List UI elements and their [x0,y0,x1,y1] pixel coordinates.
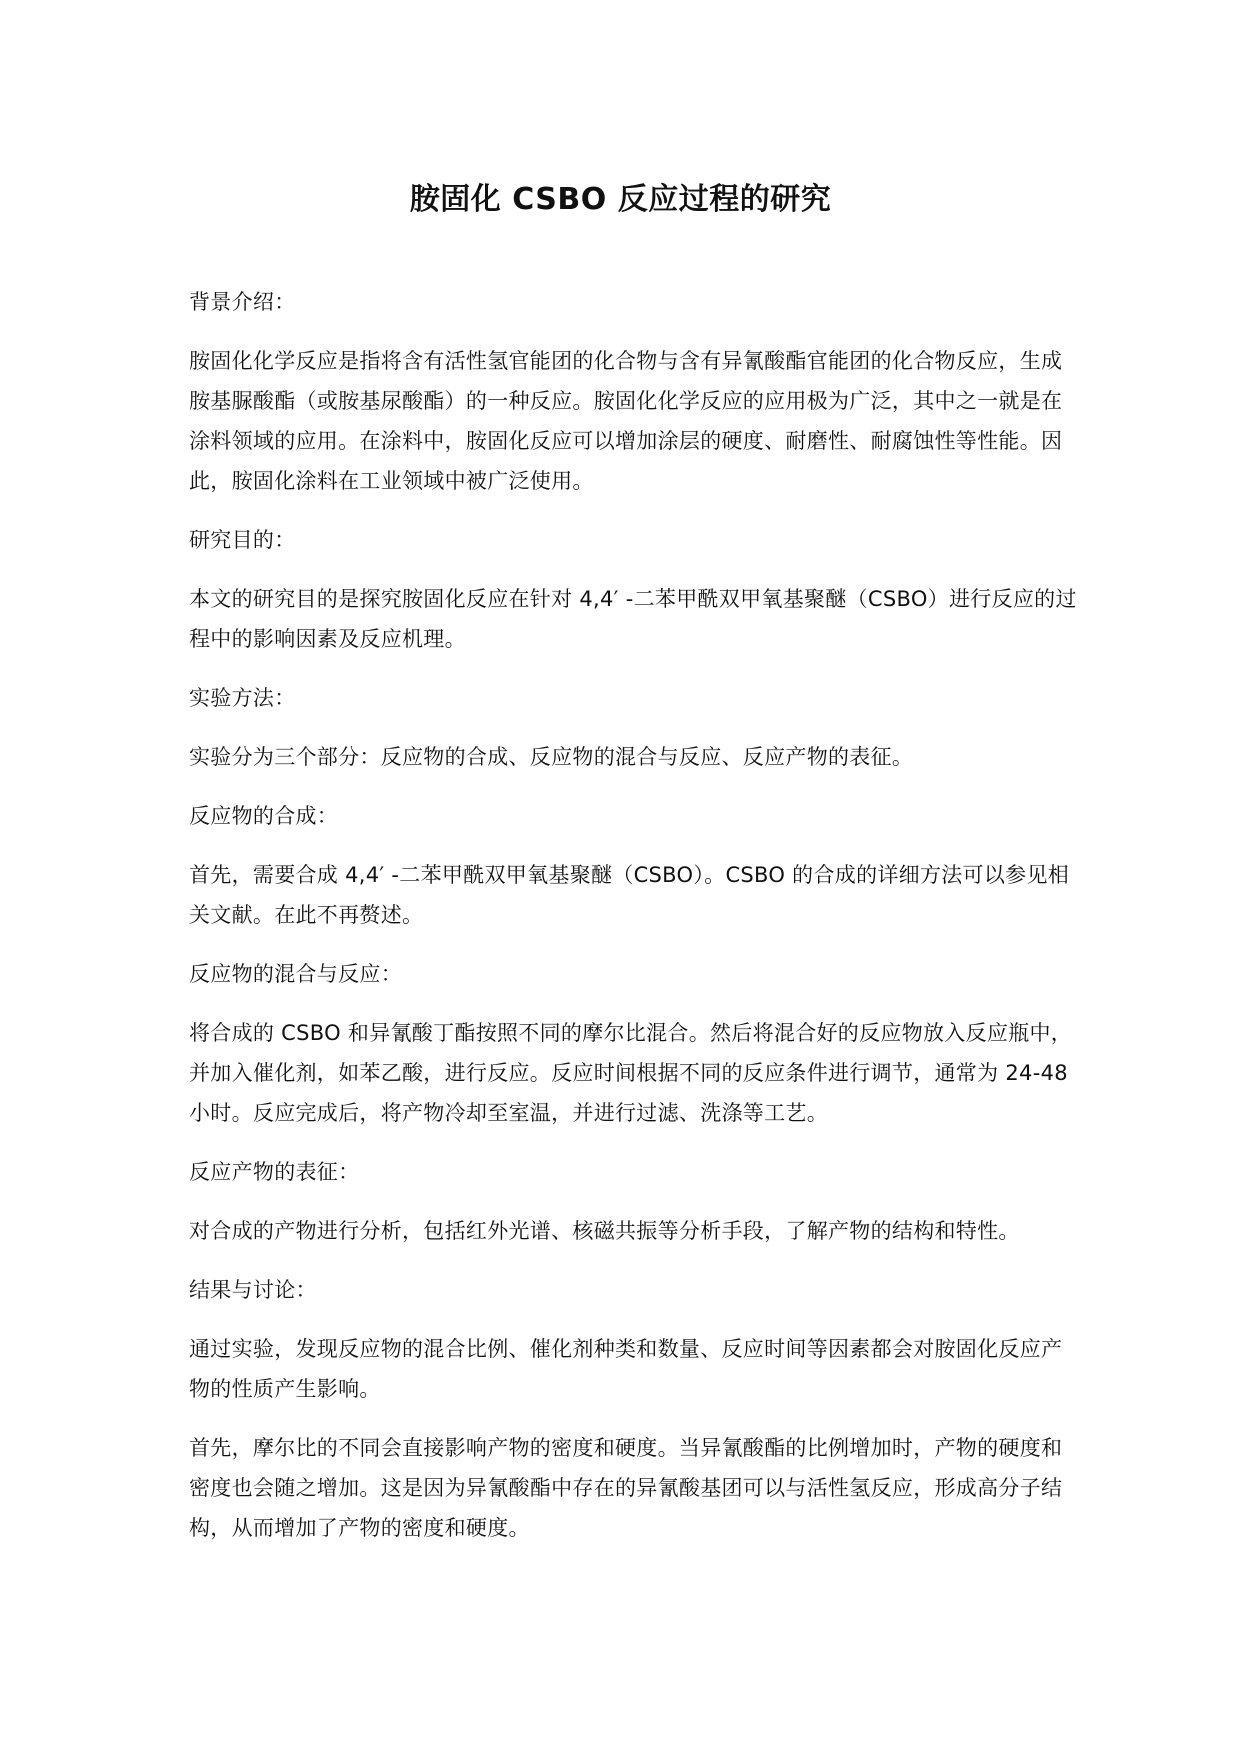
paragraph-results-1: 通过实验，发现反应物的混合比例、催化剂种类和数量、反应时间等因素都会对胺固化反应产物的性质产生影响。 [189,1337,1063,1401]
paragraph-characterization: 对合成的产物进行分析，包括红外光谱、核磁共振等分析手段，了解产物的结构和特性。 [189,1219,1020,1243]
heading-purpose: 研究目的： [189,528,296,552]
paragraph-background: 胺固化化学反应是指将含有活性氢官能团的化合物与含有异氰酸酯官能团的化合物反应，生成胺基脲酸酯（或胺基尿酸酯）的一种反应。胺固化化学反应的应用极为广泛，其中之一就是在涂料领域的应用。在涂料中，胺固化反应可以增加涂层的硬度、耐磨性、耐腐蚀性等性能。因此，胺固化涂料在工业领域中被广泛使用。 [189,349,1063,493]
heading-background: 背景介绍： [189,290,296,314]
heading-results: 结果与讨论： [189,1278,317,1302]
document-title: 胺固化 CSBO 反应过程的研究 [409,182,832,217]
heading-synthesis: 反应物的合成： [189,804,339,828]
paragraph-purpose: 本文的研究目的是探究胺固化反应在针对 4,4′ -二苯甲酰双甲氧基聚醚（CSBO）进行反应的过程中的影响因素及反应机理。 [189,587,1077,651]
heading-method: 实验方法： [189,686,296,710]
paragraph-synthesis: 首先，需要合成 4,4′ -二苯甲酰双甲氧基聚醚（CSBO）。CSBO 的合成的详细方法可以参见相关文献。在此不再赘述。 [189,863,1070,927]
heading-mixing: 反应物的混合与反应： [189,962,402,986]
paragraph-results-2: 首先，摩尔比的不同会直接影响产物的密度和硬度。当异氰酸酯的比例增加时，产物的硬度和密度也会随之增加。这是因为异氰酸酯中存在的异氰酸基团可以与活性氢反应，形成高分子结构，从而增加了产物的密度和硬度。 [189,1436,1063,1540]
paragraph-mixing: 将合成的 CSBO 和异氰酸丁酯按照不同的摩尔比混合。然后将混合好的反应物放入反应瓶中，并加入催化剂，如苯乙酸，进行反应。反应时间根据不同的反应条件进行调节，通常为 24-48 小时。反应完成后，将产物冷却至室温，并进行过滤、洗涤等工艺。 [189,1021,1073,1125]
document-body [189,282,1079,1567]
paragraph-method: 实验分为三个部分：反应物的合成、反应物的混合与反应、反应产物的表征。 [189,745,914,769]
heading-characterization: 反应产物的表征： [189,1160,360,1184]
